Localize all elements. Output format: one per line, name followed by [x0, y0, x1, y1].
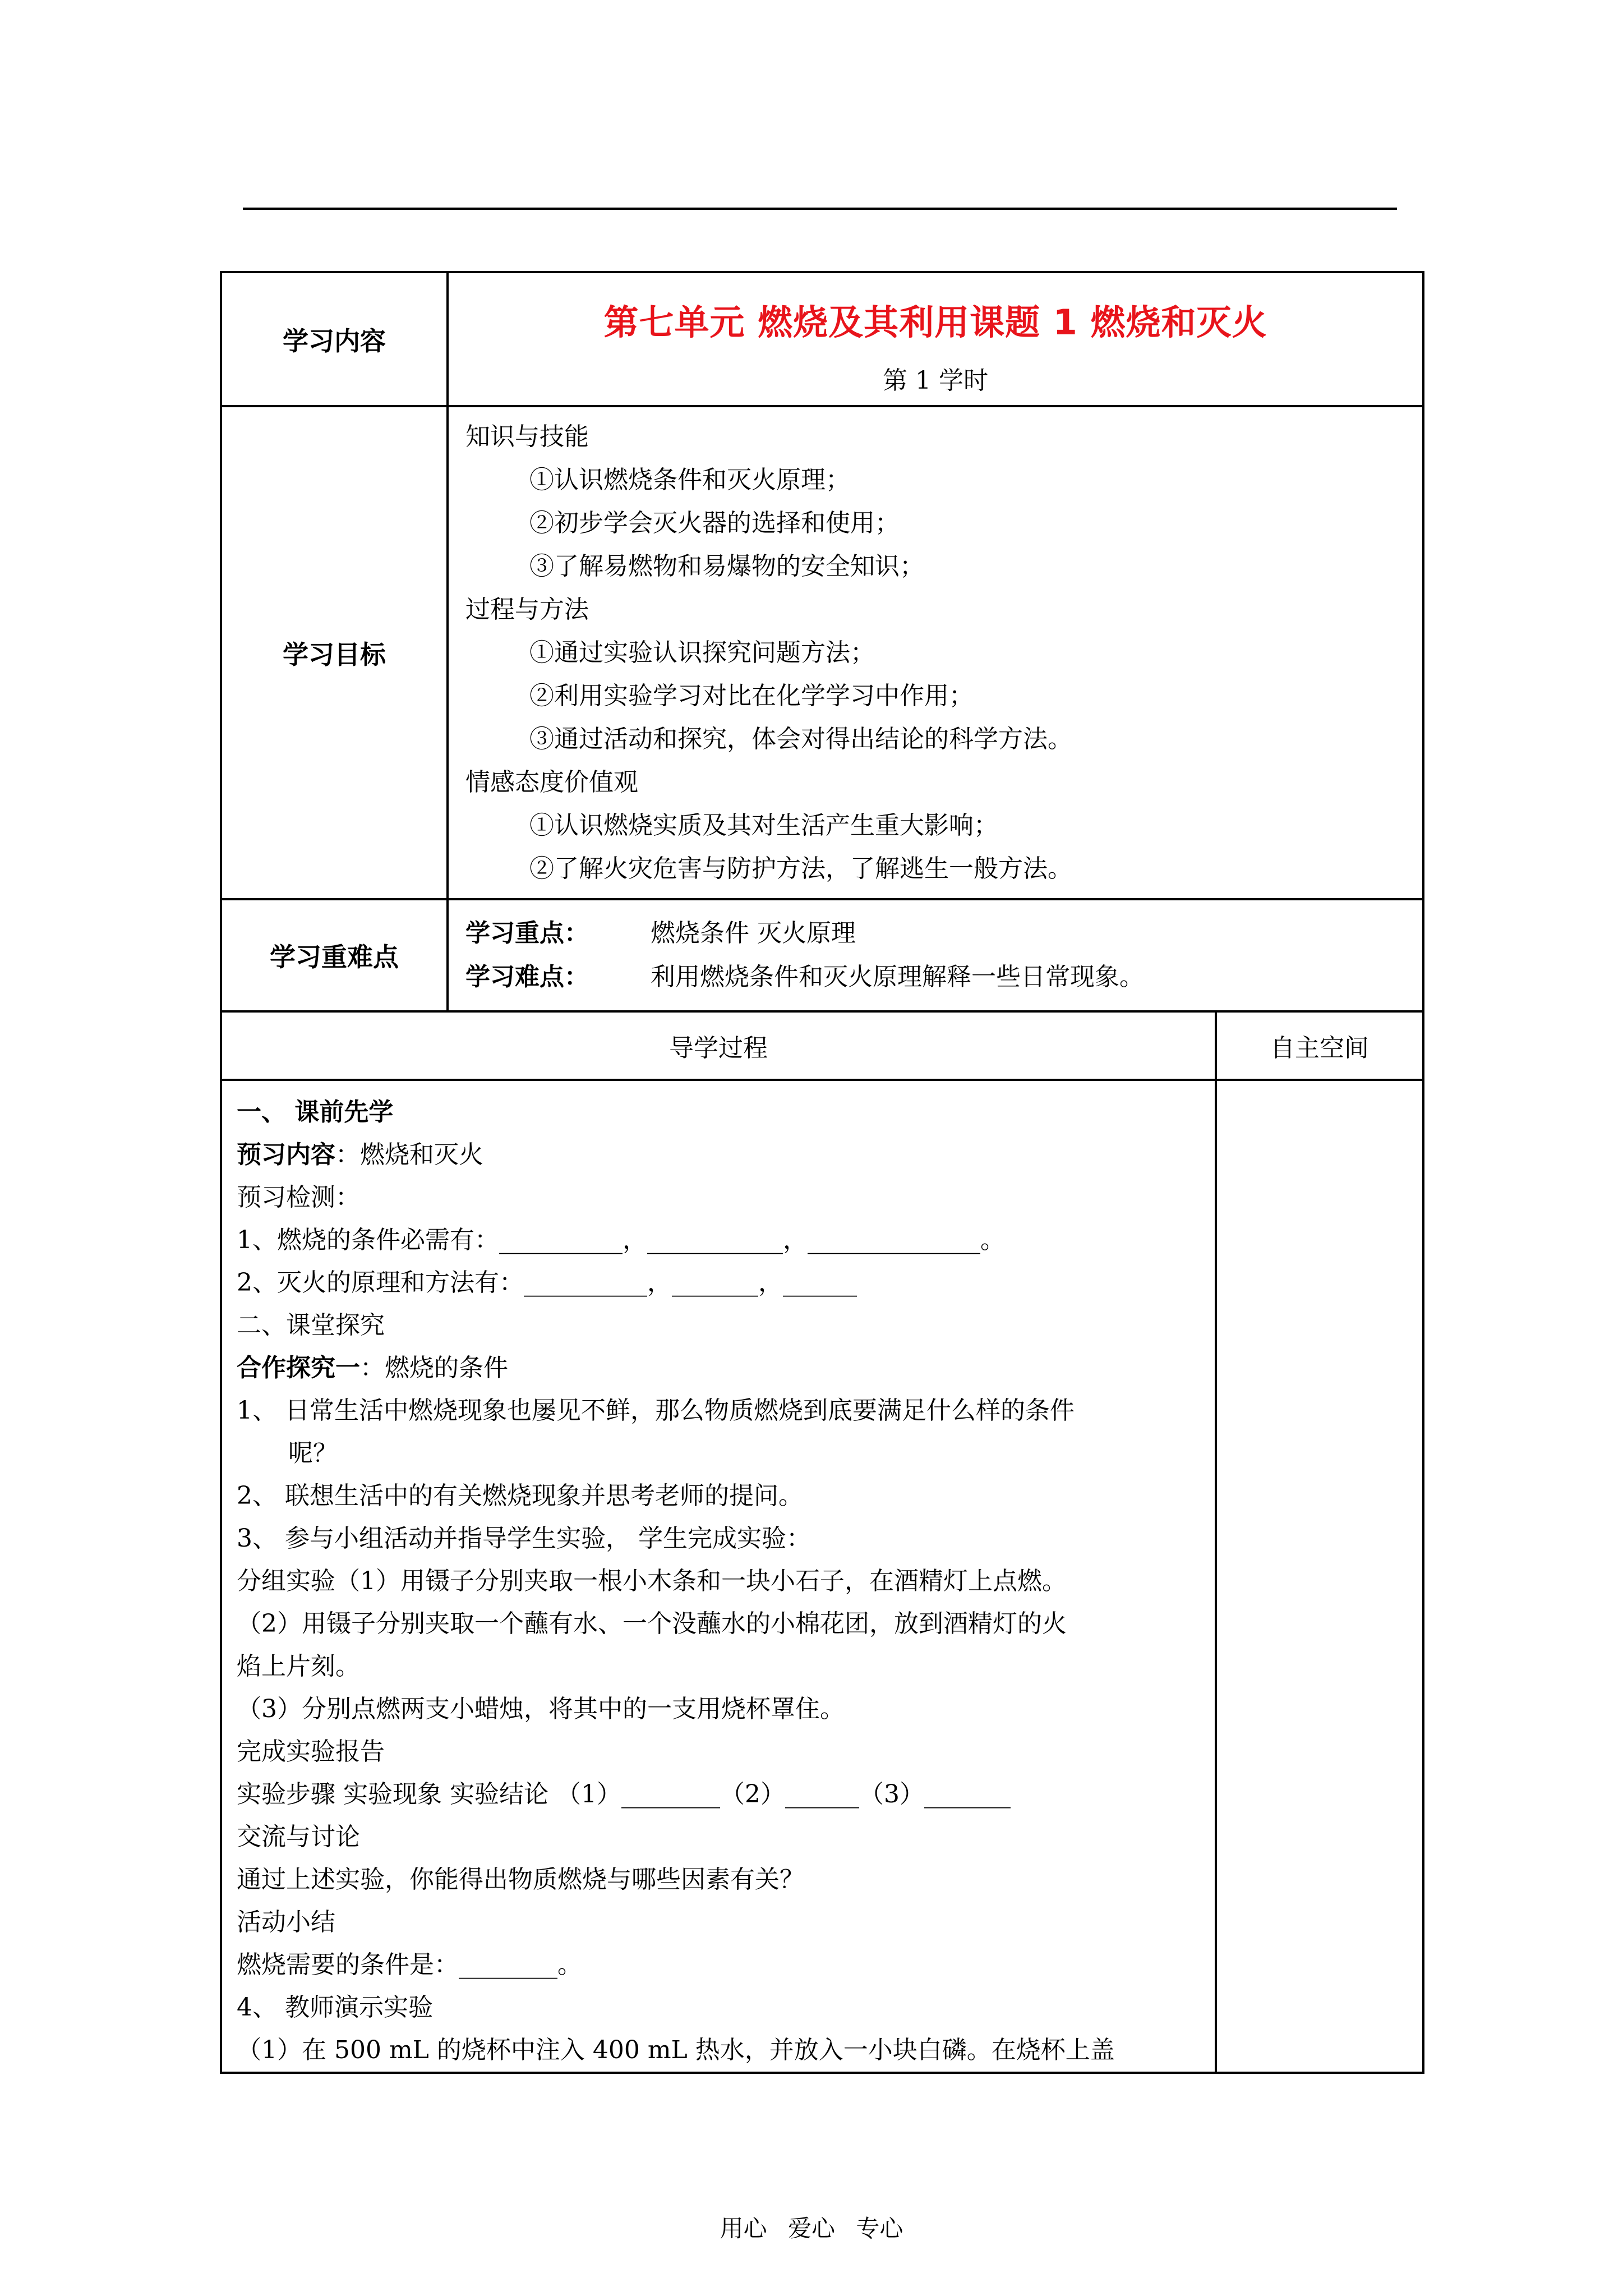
row-study-content [221, 272, 1423, 406]
process-line: 活动小结 [237, 1908, 335, 1936]
difficulty-row [465, 955, 1422, 999]
goal-line: ②利用实验学习对比在化学学习中作用； [529, 682, 974, 710]
process-line: 一、 课前先学 [237, 1098, 394, 1126]
goals-cell [448, 406, 1423, 899]
process-line: 二、课堂探究 [237, 1311, 385, 1340]
goals-label: 学习目标 [221, 406, 448, 899]
keypoints-cell [448, 899, 1423, 1011]
process-line [237, 1134, 1215, 1176]
process-line-heading: 合作探究一 [237, 1354, 360, 1382]
process-line: 完成实验报告 [237, 1737, 385, 1766]
process-line: 交流与讨论 [237, 1823, 360, 1851]
process-line: （3）分别点燃两支小蜡烛，将其中的一支用烧杯罩住。 [237, 1695, 845, 1723]
process-line: 焰上片刻。 [237, 1652, 360, 1681]
process-line-heading: 预习内容 [237, 1140, 335, 1169]
process-line: 分组实验（1）用镊子分别夹取一根小木条和一块小石子，在酒精灯上点燃。 [237, 1567, 1067, 1595]
focus-label: 学习重点： [465, 919, 589, 947]
keypoints-label: 学习重难点 [221, 899, 448, 1011]
focus-text: 燃烧条件 灭火原理 [651, 919, 856, 947]
process-line-text: ：燃烧的条件 [360, 1354, 508, 1382]
goal-line: ①认识燃烧条件和灭火原理； [529, 466, 850, 494]
process-line: 1、燃烧的条件必需有：__________，___________，______________。 [237, 1226, 1005, 1254]
process-list [237, 1091, 1215, 2072]
process-line: 3、 参与小组活动并指导学生实验， 学生完成实验： [237, 1524, 811, 1553]
title-cell [448, 272, 1423, 406]
row-process [221, 1080, 1423, 2073]
process-line: （2）用镊子分别夹取一个蘸有水、一个没蘸水的小棉花团，放到酒精灯的火 [237, 1609, 1067, 1638]
difficulty-label: 学习难点： [465, 963, 589, 991]
process-line: 实验步骤 实验现象 实验结论 （1）________（2）______（3）_______ [237, 1780, 1011, 1809]
process-line: 燃烧需要的条件是：________。 [237, 1950, 582, 1979]
header-rule [243, 208, 1397, 210]
process-line: 2、 联想生活中的有关燃烧现象并思考老师的提问。 [237, 1481, 803, 1510]
process-column-header: 导学过程 [221, 1011, 1216, 1080]
row-keypoints [221, 899, 1423, 1011]
goal-line: 知识与技能 [465, 422, 589, 451]
goal-line: 过程与方法 [465, 595, 589, 624]
difficulty-text: 利用燃烧条件和灭火原理解释一些日常现象。 [651, 963, 1144, 991]
goal-line: 情感态度价值观 [465, 768, 638, 797]
goal-line: ①认识燃烧实质及其对生活产生重大影响； [529, 811, 998, 840]
process-line: （1）在 500 mL 的烧杯中注入 400 mL 热水，并放入一小块白磷。在烧杯上盖 [237, 2036, 1115, 2064]
process-line [237, 1347, 1215, 1389]
process-line: 呢？ [288, 1439, 338, 1467]
goals-list [465, 415, 1422, 890]
process-line: 1、 日常生活中燃烧现象也屡见不鲜，那么物质燃烧到底要满足什么样的条件 [237, 1396, 1075, 1425]
page-footer: 用心 爱心 专心 [720, 2215, 903, 2242]
lesson-plan-table [220, 271, 1424, 2074]
process-line-text: ：燃烧和灭火 [335, 1140, 483, 1169]
goal-line: ③通过活动和探究，体会对得出结论的科学方法。 [529, 725, 1072, 753]
page-subtitle: 第 1 学时 [883, 366, 988, 395]
process-line: 4、 教师演示实验 [237, 1993, 433, 2022]
goal-line: ③了解易燃物和易爆物的安全知识； [529, 552, 924, 581]
goal-line: ①通过实验认识探究问题方法； [529, 638, 875, 667]
notes-space [1216, 1080, 1423, 2073]
focus-row [465, 912, 1422, 955]
row-process-header [221, 1011, 1423, 1080]
study-content-label: 学习内容 [221, 272, 448, 406]
page-title: 第七单元 燃烧及其利用课题 1 燃烧和灭火 [603, 302, 1267, 343]
process-line: 2、灭火的原理和方法有：__________，_______，______ [237, 1268, 857, 1297]
goal-line: ②初步学会灭火器的选择和使用； [529, 509, 900, 537]
process-line: 预习检测： [237, 1183, 360, 1212]
row-goals [221, 406, 1423, 899]
process-line: 通过上述实验，你能得出物质燃烧与哪些因素有关？ [237, 1865, 804, 1894]
notes-column-header: 自主空间 [1216, 1011, 1423, 1080]
process-cell [221, 1080, 1216, 2073]
goal-line: ②了解火灾危害与防护方法，了解逃生一般方法。 [529, 854, 1072, 883]
